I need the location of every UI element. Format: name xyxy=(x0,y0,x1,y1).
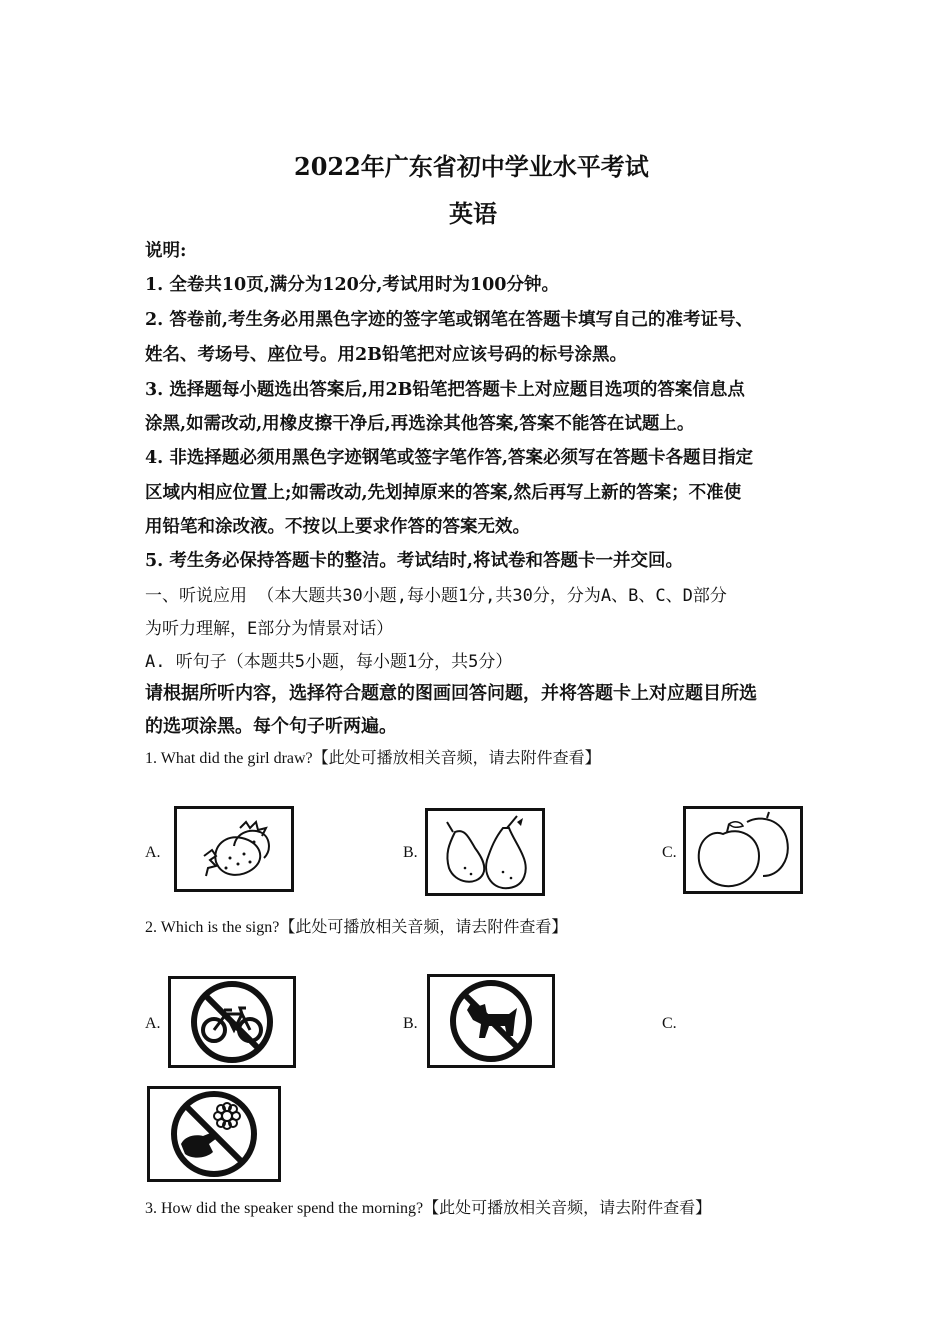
apple-icon[interactable] xyxy=(683,806,803,894)
subject-title: 英语 xyxy=(449,199,497,228)
section-heading-cont: 为听力理解，E部分为情景对话） xyxy=(145,619,394,639)
option-label: B. xyxy=(403,844,418,861)
instruction-line: 2. 答卷前,考生务必用黑色字迹的签字笔或钢笔在答题卡填写自己的准考证号、 xyxy=(145,310,753,330)
instruction-line: 姓名、考场号、座位号。用2B铅笔把对应该号码的标号涂黑。 xyxy=(145,345,627,365)
part-a-directions-cont: 的选项涂黑。每个句子听两遍。 xyxy=(145,716,397,737)
option-label: C. xyxy=(662,1015,677,1032)
part-a-heading: A. 听句子（本题共5小题，每小题1分，共5分） xyxy=(145,652,513,672)
instruction-line: 区域内相应位置上;如需改动,先划掉原来的答案,然后再写上新的答案；不准使 xyxy=(145,483,742,503)
option-label: A. xyxy=(145,844,161,861)
question-3: 3. How did the speaker spend the morning?【此处可播放相关音频，请去附件查看】 xyxy=(145,1200,712,1217)
pear-icon[interactable] xyxy=(425,808,545,896)
instruction-line: 5. 考生务必保持答题卡的整洁。考试结时,将试卷和答题卡一并交回。 xyxy=(145,551,683,571)
part-a-directions: 请根据所听内容，选择符合题意的图画回答问题，并将答题卡上对应题目所选 xyxy=(145,683,757,704)
instruction-line: 3. 选择题每小题选出答案后,用2B铅笔把答题卡上对应题目选项的答案信息点 xyxy=(145,380,745,400)
section-heading: 一、听说应用 （本大题共30小题,每小题1分,共30分，分为A、B、C、D部分 xyxy=(145,586,727,606)
instruction-line: 4. 非选择题必须用黑色字迹钢笔或签字笔作答,答案必须写在答题卡各题目指定 xyxy=(145,448,753,468)
question-1: 1. What did the girl draw?【此处可播放相关音频，请去附件查看】 xyxy=(145,750,601,767)
instructions-heading: 说明: xyxy=(145,241,187,261)
no-bicycle-icon[interactable] xyxy=(168,976,296,1068)
option-label: B. xyxy=(403,1015,418,1032)
strawberry-icon[interactable] xyxy=(174,806,294,892)
instruction-line: 用铅笔和涂改液。不按以上要求作答的答案无效。 xyxy=(145,517,530,537)
option-label: C. xyxy=(662,844,677,861)
instruction-line: 涂黑,如需改动,用橡皮擦干净后,再选涂其他答案,答案不能答在试题上。 xyxy=(145,414,695,434)
question-2: 2. Which is the sign?【此处可播放相关音频，请去附件查看】 xyxy=(145,919,568,936)
no-picking-flowers-icon[interactable] xyxy=(147,1086,281,1182)
option-label: A. xyxy=(145,1015,161,1032)
instruction-line: 1. 全卷共10页,满分为120分,考试用时为100分钟。 xyxy=(145,275,559,295)
exam-title: 2022年广东省初中学业水平考试 xyxy=(294,152,649,181)
no-dogs-icon[interactable] xyxy=(427,974,555,1068)
